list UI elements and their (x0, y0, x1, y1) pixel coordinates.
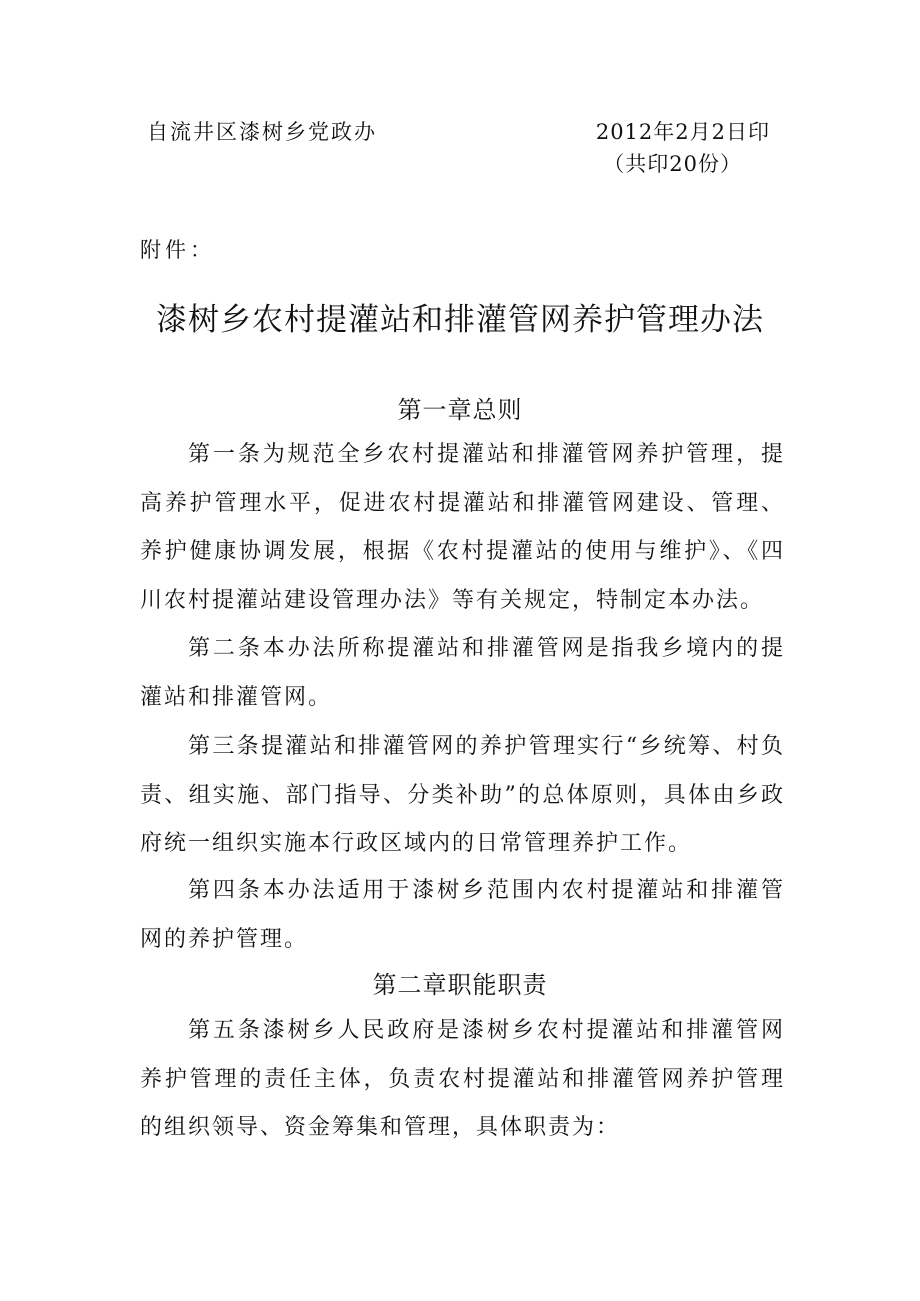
attachment-label: 附件： (140, 238, 215, 262)
article-4: 第四条本办法适用于漆树乡范围内农村提灌站和排灌管网的养护管理。 (140, 878, 785, 952)
article-3: 第三条提灌站和排灌管网的养护管理实行“乡统筹、村负责、组实施、部门指导、分类补助”的总体原则，具体由乡政府统一组织实施本行政区域内的日常管理养护工作。 (140, 734, 785, 857)
article-1: 第一条为规范全乡农村提灌站和排灌管网养护管理，提高养护管理水平，促进农村提灌站和排灌管网建设、管理、养护健康协调发展，根据《农村提灌站的使用与维护》、《四川农村提灌站建设管理办法》等有关规定，特制定本办法。 (140, 442, 785, 613)
document-title: 漆树乡农村提灌站和排灌管网养护管理办法 (156, 302, 764, 338)
issuer-name: 自流井区漆树乡党政办 (147, 120, 377, 144)
chapter-heading: 第一章总则 (397, 396, 523, 424)
print-date: 2012年2月2日印 (595, 120, 770, 144)
chapter-heading: 第二章职能职责 (372, 971, 548, 999)
article-5: 第五条漆树乡人民政府是漆树乡农村提灌站和排灌管网养护管理的责任主体，负责农村提灌站和排灌管网养护管理的组织领导、资金筹集和管理，具体职责为： (140, 1018, 785, 1141)
article-2: 第二条本办法所称提灌站和排灌管网是指我乡境内的提灌站和排灌管网。 (140, 636, 785, 710)
print-copies: （共印20份） (603, 152, 742, 176)
